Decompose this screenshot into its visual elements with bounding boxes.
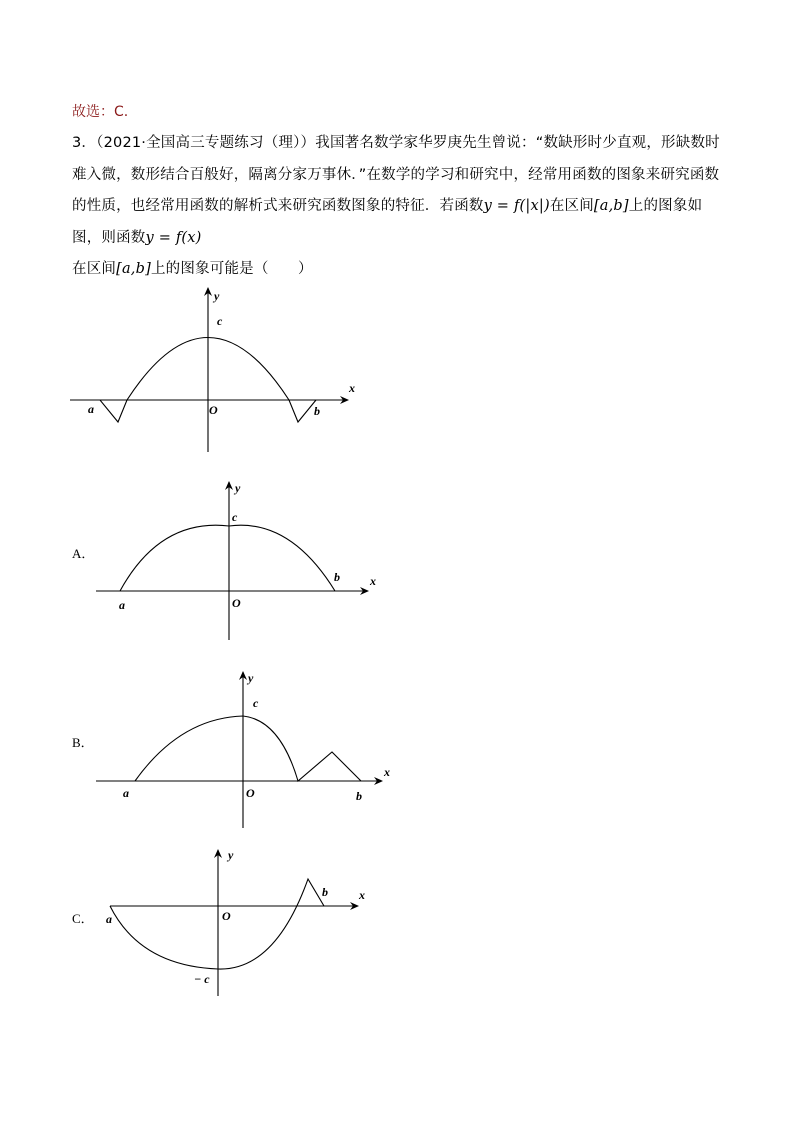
expr-f-abs-x: y = f(|x|) bbox=[483, 198, 550, 214]
label-a: a bbox=[106, 912, 112, 926]
curve-option-c bbox=[110, 879, 324, 969]
label-o: O bbox=[246, 786, 255, 800]
label-x: x bbox=[370, 574, 376, 588]
label-b: b bbox=[334, 570, 340, 584]
curve-f-abs-x bbox=[72, 338, 316, 423]
label-a: a bbox=[88, 402, 94, 416]
question-text-4: 在区间 bbox=[72, 261, 117, 277]
label-o: O bbox=[209, 403, 218, 417]
label-b: b bbox=[356, 789, 362, 803]
label-x: x bbox=[384, 765, 390, 779]
curve-option-b bbox=[135, 716, 361, 781]
question-3 bbox=[72, 128, 722, 286]
option-a-graph[interactable] bbox=[90, 478, 390, 648]
question-number: 3． bbox=[72, 135, 97, 151]
interval-ab-1: [a,b] bbox=[593, 198, 629, 214]
label-c: − c bbox=[194, 972, 210, 986]
label-y: y bbox=[214, 289, 220, 303]
label-o: O bbox=[232, 596, 241, 610]
figure-main-graph bbox=[60, 280, 370, 460]
label-c: c bbox=[253, 696, 259, 710]
question-text-5: 上的图象可能是（ bbox=[150, 261, 269, 277]
option-c-graph[interactable] bbox=[100, 846, 380, 1001]
option-b-graph[interactable] bbox=[90, 668, 400, 833]
option-b-label[interactable]: B． bbox=[72, 735, 94, 750]
label-a: a bbox=[123, 786, 129, 800]
answer-blank bbox=[269, 261, 298, 277]
question-text-6: ） bbox=[297, 261, 313, 277]
question-text-2: 在区间 bbox=[549, 198, 594, 214]
label-o: O bbox=[222, 909, 231, 923]
label-b: b bbox=[322, 885, 328, 899]
interval-ab-2: [a,b] bbox=[116, 261, 151, 277]
label-c: c bbox=[217, 314, 223, 328]
label-x: x bbox=[349, 381, 355, 395]
question-source: （2021·全国高三专题练习（理）） bbox=[96, 135, 316, 151]
curve-option-a bbox=[120, 525, 335, 591]
question-text-3: 上的图象如图，则函数 bbox=[72, 198, 703, 246]
answer-line: 故选：C. bbox=[72, 104, 129, 120]
label-b: b bbox=[314, 404, 320, 418]
question-text-1: 我国著名数学家华罗庚先生曾说：“数缺形时少直观，形缺数时难入微，数形结合百般好，隔离分家万事休．”在数学的学习和研究中，经常用函数的图象来研究函数的性质，也经常用函数的解析式来研究函数图象的特征．若函数 bbox=[72, 135, 720, 214]
label-y: y bbox=[235, 481, 241, 495]
label-y: y bbox=[248, 671, 254, 685]
option-a-label[interactable]: A． bbox=[72, 546, 95, 561]
label-x: x bbox=[359, 888, 365, 902]
label-c: c bbox=[232, 510, 238, 524]
option-c-label[interactable]: C． bbox=[72, 911, 94, 926]
label-a: a bbox=[119, 598, 125, 612]
expr-f-x: y = f(x) bbox=[145, 229, 202, 246]
label-y: y bbox=[228, 848, 234, 862]
